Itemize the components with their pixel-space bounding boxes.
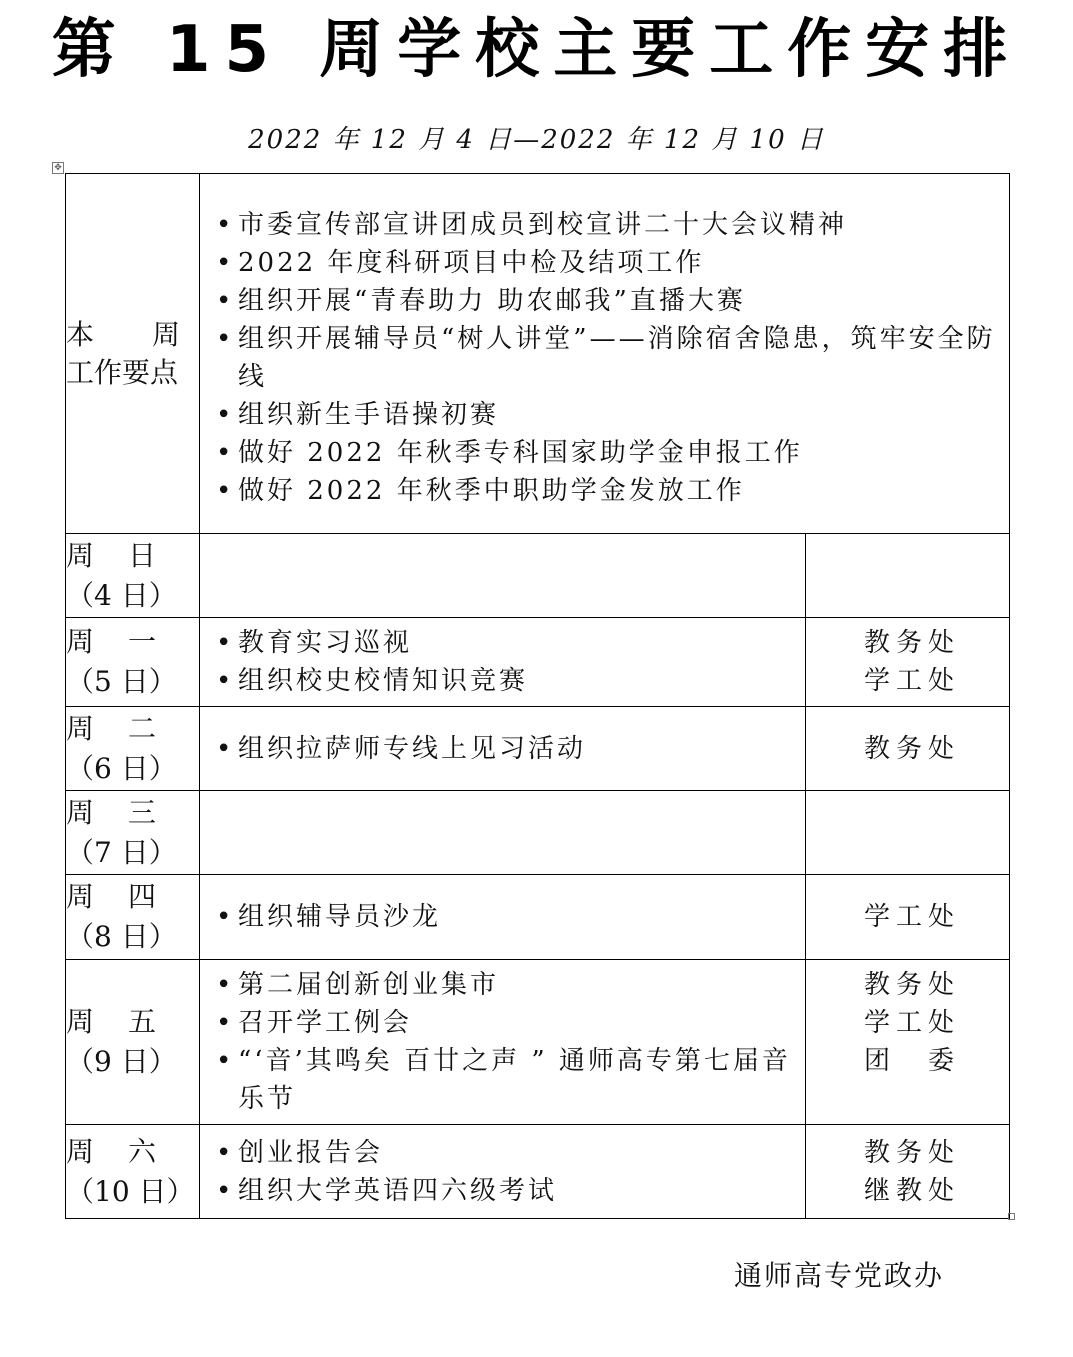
dept-label: 教务处 [864,733,961,764]
day-items-cell [200,791,806,875]
list-item: • 组织校史校情知识竞赛 [216,662,801,700]
table-row [66,618,1010,707]
day-items-cell [200,534,806,618]
table-row [66,791,1010,875]
dept-label: 学工处 [864,902,961,932]
day-dept-cell [806,534,1010,618]
list-item: • 第二届创新创业集市 [216,966,801,1004]
day-label: 周 一 （5 日） [66,618,200,707]
dept-label: 教务处 [864,1137,961,1168]
day-label: 周 六 （10 日） [66,1125,200,1219]
dept-label: 学工处 [864,666,961,696]
day-dept-cell [806,1125,1010,1219]
day-dept-cell [806,791,1010,875]
day-label: 周 三 （7 日） [66,791,200,875]
key-points-label: 本 周 工作要点 [66,174,200,534]
page-title: 第 15 周学校主要工作安排 [51,13,1022,87]
dept-label: 教务处 [864,628,961,658]
list-item: • “‘音’其鸣矣 百廿之声 ” 通师高专第七届音乐节 [216,1042,801,1118]
list-item: • 做好 2022 年秋季中职助学金发放工作 [216,472,1005,510]
day-label: 周 五 （9 日） [66,960,200,1125]
list-item: • 教育实习巡视 [216,624,801,662]
table-row [66,534,1010,618]
day-items-cell [200,1125,806,1219]
list-item: • 组织开展“青春助力 助农邮我”直播大赛 [216,282,1005,320]
list-item: • 做好 2022 年秋季专科国家助学金申报工作 [216,434,1005,472]
key-points-row [66,174,1010,534]
dept-label: 继教处 [864,1175,961,1206]
dept-label: 教务处 [864,970,961,1000]
list-item: • 组织拉萨师专线上见习活动 [216,730,801,768]
table-row [66,707,1010,791]
list-item: • 组织新生手语操初赛 [216,396,1005,434]
signature: 通师高专党政办 [734,1259,945,1292]
table-row [66,960,1010,1125]
list-item: • 召开学工例会 [216,1004,801,1042]
day-items-cell [200,875,806,960]
list-item: • 2022 年度科研项目中检及结项工作 [216,244,1005,282]
date-range: 2022 年 12 月 4 日—2022 年 12 月 10 日 [248,125,825,155]
dept-label: 学工处 [864,1008,961,1038]
list-item: • 组织开展辅导员“树人讲堂”——消除宿舍隐患，筑牢安全防线 [216,320,1005,396]
list-item: • 市委宣传部宣讲团成员到校宣讲二十大会议精神 [216,206,1005,244]
table-row [66,1125,1010,1219]
day-label: 周 日 （4 日） [66,534,200,618]
day-label: 周 四 （8 日） [66,875,200,960]
day-dept-cell [806,875,1010,960]
day-dept-cell [806,707,1010,791]
table-move-handle-icon[interactable]: ✥ [52,162,64,174]
key-points-cell [200,174,1010,534]
day-items-cell [200,707,806,791]
dept-label: 团 委 [864,1046,961,1076]
day-items-cell [200,618,806,707]
list-item: • 组织辅导员沙龙 [216,898,801,936]
day-items-cell [200,960,806,1125]
list-item: • 组织大学英语四六级考试 [216,1172,801,1210]
list-item: • 创业报告会 [216,1134,801,1172]
table-resize-handle-icon[interactable] [1008,1213,1015,1220]
key-points-list [200,180,1009,528]
day-label: 周 二 （6 日） [66,707,200,791]
schedule-table [65,173,1010,1219]
day-dept-cell [806,960,1010,1125]
table-row [66,875,1010,960]
day-dept-cell [806,618,1010,707]
